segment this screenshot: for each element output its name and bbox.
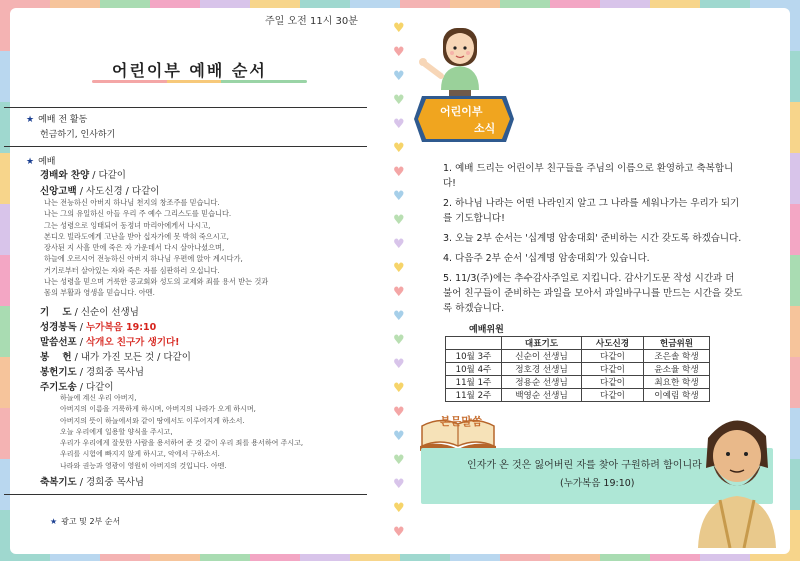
table-cell: 10월 4주 [446,363,502,376]
girl-illustration-icon [415,18,505,100]
heart-icon: ♥ [393,213,405,228]
table-cell: 11월 1주 [446,376,502,389]
table-header: 사도신경 [582,337,644,350]
title-underline [92,80,307,83]
heart-icon: ♥ [393,477,405,492]
heart-icon: ♥ [393,381,405,396]
table-cell: 다같이 [582,376,644,389]
news-item: 4. 다음주 2부 순서 '십계명 암송대회'가 있습니다. [443,253,650,264]
news-item: 3. 오늘 2부 순서는 '십계명 암송대회' 준비하는 시간 갖도록 하겠습니다. [443,233,742,244]
heart-icon: ♥ [393,429,405,444]
table-cell: 최요한 학생 [644,376,710,389]
heart-icon: ♥ [393,333,405,348]
divider [4,107,367,108]
table-cell: 11월 2주 [446,389,502,402]
order-offering-prayer: 봉헌기도 / 경희중 목사님 [40,367,145,378]
heart-icon: ♥ [393,21,405,36]
table-cell: 윤소율 학생 [644,363,710,376]
heart-icon: ♥ [393,189,405,204]
apostles-creed-text: 나는 전능하신 아버지 하나님 천지의 창조주를 믿습니다. 나는 그의 유일하신 아들 우리 주 예수 그리스도를 믿습니다. 그는 성령으로 잉태되어 동정녀 마리아에게서 나시고, 본디오 빌라도에게 고난을 받아 십자가에 못 박혀 죽으시고, 장사된 지 사흘 만에 죽은 자 가운데서 다시 살아나셨으며, 하늘에 오르시어 전능하신 아버지 하나님 우편에 앉아 계시다가, 거기로부터 살아있는 자와 죽은 자를 심판하러 오십니다. 나는 성령을 믿으며 거룩한 공교회와 성도의 교제와 죄를 용서 받는 것과 몸의 부활과 영생을 믿습니다. 아멘. [44,198,269,298]
verse-text: 인자가 온 것은 잃어버린 자를 찾아 구원하려 함이니라 [467,460,702,471]
bible-heading: 본문말씀 [440,415,483,428]
heart-icon: ♥ [393,93,405,108]
news-item: 5. 11/3(주)에는 추수감사주일로 지킵니다. 감사기도문 작성 시간과 더불어 친구들이 준비하는 과일을 모아서 과일바구니를 만드는 시간을 갖도록 하겠습니다. [443,273,743,314]
table-row [446,376,710,389]
page-title: 어린이부 예배 순서 [112,61,267,80]
heart-icon: ♥ [393,45,405,60]
table-header: 헌금위원 [644,337,710,350]
table-header-row [446,337,710,350]
star-icon: ★ [50,517,58,526]
star-icon: ★ [26,115,35,125]
committee-label: 예배위원 [469,325,504,335]
order-scripture-reading: 성경봉독 / 누가복음 19:10 [40,322,157,333]
order-lords-prayer: 주기도송 / 다같이 [40,382,114,393]
heart-icon: ♥ [393,453,405,468]
star-icon: ★ [26,157,35,167]
table-cell: 이예림 학생 [644,389,710,402]
lords-prayer-text: 하늘에 계신 우리 아버지, 아버지의 이름을 거룩하게 하시며, 아버지의 나라가 오게 하시며, 아버지의 뜻이 하늘에서와 같이 땅에서도 이루어지게 하소서. 오늘 우리에게 일용할 양식을 주시고, 우리가 우리에게 잘못한 사람을 용서하여 준 것 같이 우리 죄를 용서하여 주시고, 우리를 시험에 빠지지 않게 하시고, 악에서 구하소서. 나라와 권능과 영광이 영원히 아버지의 것입니다. 아멘. [60,394,304,470]
table-cell: 조은솔 학생 [644,350,710,363]
verse-reference: (누가복음 19:10) [560,478,635,489]
committee-table [445,336,710,402]
heart-icon: ♥ [393,69,405,84]
pre-worship-items: 헌금하기, 인사하기 [40,130,116,140]
heart-icon: ♥ [393,309,405,324]
news-item: 2. 하나님 나라는 어떤 나라인지 알고 그 나라를 세워나가는 우리가 되기를 기도합니다! [443,198,740,224]
table-cell: 정호경 선생님 [502,363,582,376]
heart-icon: ♥ [393,501,405,516]
table-cell: 다같이 [582,363,644,376]
table-header: 대표기도 [502,337,582,350]
order-prayer: 기 도 / 신순이 선생님 [40,307,139,318]
table-row [446,350,710,363]
service-time: 주일 오전 11시 30분 [265,16,358,27]
heart-icon: ♥ [393,357,405,372]
table-row [446,363,710,376]
divider [4,146,367,147]
table-cell: 다같이 [582,350,644,363]
order-offering: 봉 헌 / 내가 가진 모든 것 / 다같이 [40,352,191,363]
divider [4,494,367,495]
table-cell: 신순이 선생님 [502,350,582,363]
news-list [443,161,743,321]
news-badge-line2: 소식 [474,122,496,135]
order-benediction: 축복기도 / 경희중 목사님 [40,477,145,488]
worship-heading: ★ 예배 [26,157,56,167]
order-call-to-worship: 경배와 찬양 / 다같이 [40,170,126,181]
table-cell: 10월 3주 [446,350,502,363]
heart-icon: ♥ [393,237,405,252]
footer-note: ★ 광고 및 2부 순서 [50,517,121,526]
heart-icon: ♥ [393,117,405,132]
heart-icon: ♥ [393,405,405,420]
heart-icon: ♥ [393,525,405,540]
heart-icon: ♥ [393,261,405,276]
zacchaeus-illustration-icon [690,408,782,548]
table-cell: 다같이 [582,389,644,402]
pre-worship-heading: ★ 예배 전 활동 [26,115,88,125]
table-cell: 정용순 선생님 [502,376,582,389]
order-sermon: 말씀선포 / 삭개오 친구가 생기다! [40,337,180,348]
table-row [446,389,710,402]
table-header [446,337,502,350]
table-cell: 백영순 선생님 [502,389,582,402]
order-creed: 신앙고백 / 사도신경 / 다같이 [40,186,160,197]
heart-icon: ♥ [393,165,405,180]
heart-icon: ♥ [393,285,405,300]
news-badge-line1: 어린이부 [440,105,483,118]
news-item: 1. 예배 드리는 어린이부 친구들을 주님의 이름으로 환영하고 축복합니다! [443,163,734,189]
heart-icon: ♥ [393,141,405,156]
